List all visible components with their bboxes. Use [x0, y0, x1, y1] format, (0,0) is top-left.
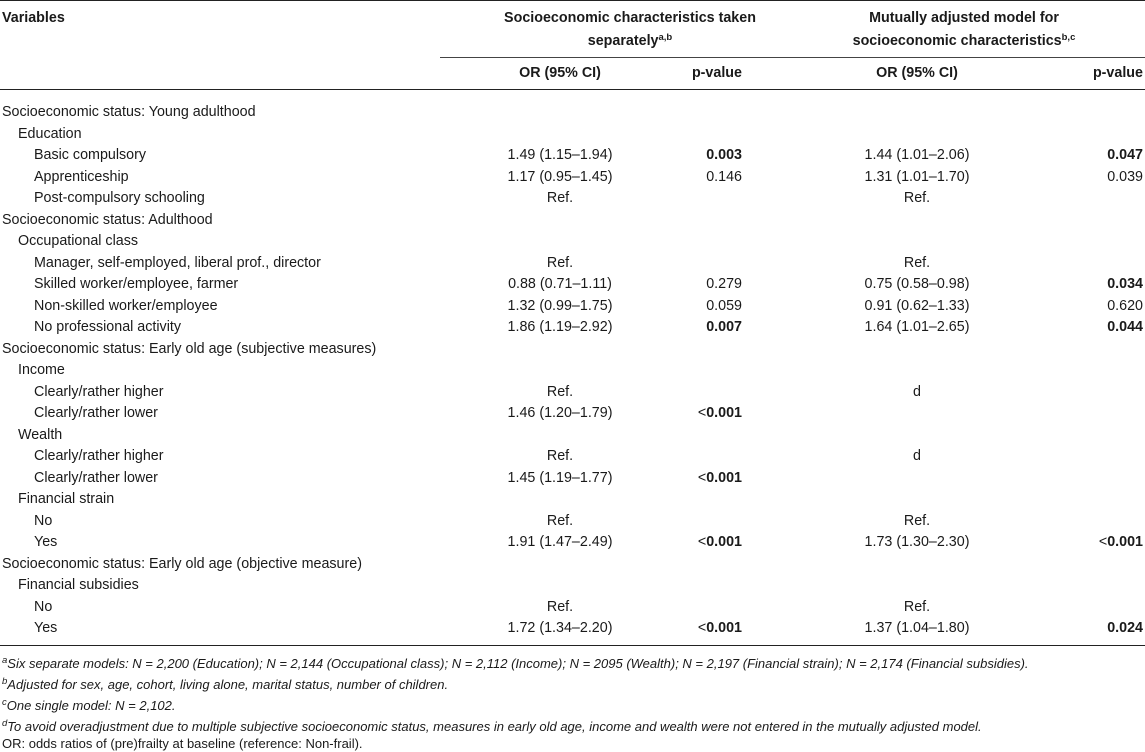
p-value-mutual: <0.001	[1098, 534, 1143, 550]
p-value-separate: 0.279	[706, 276, 742, 292]
table-row	[0, 597, 1145, 619]
or-ci-separate: 1.45 (1.19–1.77)	[507, 469, 613, 486]
p-value-separate: <0.001	[697, 405, 742, 421]
or-ci-separate: 1.49 (1.15–1.94)	[507, 147, 613, 163]
p-value-mutual: 0.039	[1107, 168, 1143, 185]
or-ci-separate: 1.17 (0.95–1.45)	[507, 168, 613, 185]
header-p-1: p-value	[691, 65, 742, 81]
or-ci-separate: Ref.	[546, 512, 574, 529]
p-value-mutual: 0.024	[1107, 620, 1143, 636]
header-variables: Variables	[2, 10, 65, 26]
p-value-separate: 0.059	[706, 297, 742, 314]
table-row	[0, 317, 1145, 339]
variable-label: Wealth	[18, 426, 63, 443]
footnote-mark: a	[2, 655, 8, 666]
footnote	[2, 715, 982, 735]
table-row	[0, 511, 1145, 533]
footnote	[2, 735, 363, 752]
header-group-mutually-line1: Mutually adjusted model for	[869, 10, 1059, 26]
category-label: Yes	[34, 534, 58, 550]
or-ci-separate: Ref.	[546, 383, 574, 400]
header-or-2: OR (95% CI)	[876, 65, 958, 81]
top-rule	[0, 0, 1145, 1]
or-ci-separate: 1.46 (1.20–1.79)	[507, 405, 613, 421]
footnote	[2, 673, 448, 693]
category-label: Manager, self-employed, liberal prof., director	[34, 254, 321, 271]
table-row	[0, 188, 1145, 210]
header-p-2: p-value	[1092, 65, 1143, 81]
or-ci-separate: 0.88 (0.71–1.11)	[508, 276, 612, 292]
table-row	[0, 575, 1145, 597]
or-ci-mutual: 1.73 (1.30–2.30)	[864, 534, 970, 550]
table-row	[0, 403, 1145, 425]
variable-label: Occupational class	[18, 233, 138, 249]
header-group-mutually-line2: socioeconomic characteristics$^{b,c}$	[852, 32, 1076, 49]
p-value-mutual: 0.047	[1107, 147, 1143, 163]
variable-label: Financial subsidies	[18, 577, 139, 593]
header-group-separately	[441, 8, 819, 51]
p-value-mutual: 0.620	[1107, 297, 1143, 314]
or-ci-mutual: d	[913, 448, 921, 464]
section-label: Socioeconomic status: Early old age (objective measure)	[2, 555, 362, 572]
p-value-separate: 0.007	[706, 319, 742, 335]
section-label: Socioeconomic status: Early old age (subjective measures)	[2, 340, 377, 357]
header-group-separately-line1: Socioeconomic characteristics taken	[504, 10, 756, 26]
variable-label: Income	[18, 362, 65, 378]
category-label: Yes	[34, 620, 58, 636]
footnote	[2, 652, 1029, 672]
or-ci-mutual: Ref.	[903, 512, 931, 529]
or-ci-separate: 1.86 (1.19–2.92)	[507, 319, 613, 335]
table-row	[0, 145, 1145, 167]
category-label: Non-skilled worker/employee	[34, 297, 218, 314]
table-row	[0, 468, 1145, 490]
footnote-mark: d	[2, 718, 8, 729]
table-row	[0, 618, 1145, 640]
p-value-separate: <0.001	[697, 620, 742, 636]
category-label: No professional activity	[34, 319, 182, 335]
category-label: No	[34, 512, 53, 529]
category-label: Apprenticeship	[34, 168, 129, 185]
section-label: Socioeconomic status: Young adulthood	[2, 104, 256, 120]
table-row	[0, 446, 1145, 468]
table-bottom-rule	[0, 645, 1145, 646]
or-ci-mutual: Ref.	[903, 190, 931, 206]
footnote-text: OR: odds ratios of (pre)frailty at baseline (reference: Non-frail).	[2, 736, 363, 751]
footnote-text: Six separate models: N = 2,200 (Education); N = 2,144 (Occupational class); N = 2,112 (Income); N = 2095 (Wealth); N = 2,197 (Financial strain); N = 2,174 (Financial subsidies).	[7, 656, 1029, 671]
or-ci-mutual: Ref.	[903, 254, 931, 271]
or-ci-mutual: 1.64 (1.01–2.65)	[864, 319, 970, 335]
table-row	[0, 360, 1145, 382]
p-value-separate: <0.001	[697, 469, 742, 486]
table-row	[0, 102, 1145, 124]
footnote	[2, 694, 176, 714]
or-ci-mutual: 1.44 (1.01–2.06)	[864, 147, 970, 163]
footnote-mark: b	[2, 676, 8, 687]
table-row	[0, 231, 1145, 253]
category-label: Clearly/rather lower	[34, 469, 158, 486]
p-value-separate: <0.001	[697, 534, 742, 550]
or-ci-separate: 1.91 (1.47–2.49)	[507, 534, 613, 550]
table-row	[0, 296, 1145, 318]
table-row	[0, 339, 1145, 361]
category-label: Basic compulsory	[34, 147, 147, 163]
group-underline	[440, 57, 1145, 58]
or-ci-separate: Ref.	[546, 190, 574, 206]
p-value-separate: 0.146	[706, 168, 742, 185]
or-ci-separate: 1.32 (0.99–1.75)	[507, 297, 613, 314]
or-ci-mutual: 1.37 (1.04–1.80)	[864, 620, 970, 636]
table-row	[0, 210, 1145, 232]
or-ci-separate: Ref.	[546, 598, 574, 615]
table-row	[0, 167, 1145, 189]
p-value-separate: 0.003	[706, 147, 742, 163]
or-ci-mutual: 1.31 (1.01–1.70)	[864, 168, 970, 185]
category-label: Clearly/rather higher	[34, 448, 164, 464]
or-ci-mutual: Ref.	[903, 598, 931, 615]
table-row	[0, 425, 1145, 447]
variable-label: Education	[18, 125, 82, 142]
table-row	[0, 253, 1145, 275]
table-row	[0, 124, 1145, 146]
or-ci-mutual: 0.91 (0.62–1.33)	[864, 297, 970, 314]
p-value-mutual: 0.034	[1107, 276, 1143, 292]
header-bottom-rule	[0, 89, 1145, 90]
category-label: Post-compulsory schooling	[34, 190, 205, 206]
category-label: No	[34, 598, 53, 615]
or-ci-mutual: d	[913, 383, 921, 400]
header-or-1: OR (95% CI)	[519, 65, 601, 81]
p-value-mutual: 0.044	[1107, 319, 1143, 335]
table-row	[0, 489, 1145, 511]
category-label: Clearly/rather higher	[34, 383, 164, 400]
header-group-separately-line2: separately$^{a,b}$	[587, 32, 673, 49]
or-ci-separate: Ref.	[546, 254, 574, 271]
header-group-mutually	[798, 8, 1130, 51]
footnote-text: To avoid overadjustment due to multiple subjective socioeconomic status, measures in early old age, income and wealth were not entered in the mutually adjusted model.	[7, 719, 982, 734]
variable-label: Financial strain	[18, 491, 115, 507]
footnote-mark: c	[2, 697, 7, 708]
or-ci-separate: Ref.	[546, 448, 574, 464]
or-ci-separate: 1.72 (1.34–2.20)	[507, 620, 613, 636]
category-label: Clearly/rather lower	[34, 405, 158, 421]
table-row	[0, 274, 1145, 296]
category-label: Skilled worker/employee, farmer	[34, 276, 239, 292]
table-row	[0, 554, 1145, 576]
table-row	[0, 382, 1145, 404]
section-label: Socioeconomic status: Adulthood	[2, 211, 213, 228]
or-ci-mutual: 0.75 (0.58–0.98)	[864, 276, 970, 292]
footnote-text: One single model: N = 2,102.	[6, 698, 176, 713]
table-row	[0, 532, 1145, 554]
footnote-text: Adjusted for sex, age, cohort, living alone, marital status, number of children.	[7, 677, 449, 692]
